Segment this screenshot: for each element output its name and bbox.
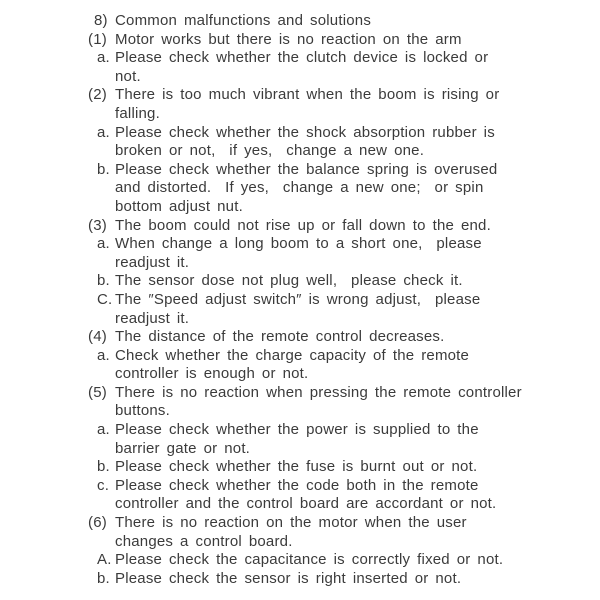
text-line: When change a long boom to a short one, please <box>115 235 482 253</box>
list-item <box>97 458 540 477</box>
item-marker: b. <box>97 569 110 587</box>
item-marker: a. <box>97 123 110 141</box>
item-marker: b. <box>97 272 110 290</box>
text-line: The boom could not rise up or fall down to the end. <box>115 216 491 234</box>
text-line: The ″Speed adjust switch″ is wrong adjust, please <box>115 290 481 308</box>
list-item <box>97 272 540 291</box>
item-marker: (3) <box>88 216 107 234</box>
text-line: falling. <box>115 104 160 122</box>
text-line: Please check whether the power is supplied to the <box>115 421 479 439</box>
text-line: Please check the capacitance is correctly fixed or not. <box>115 551 504 569</box>
heading-marker: 8) <box>94 12 108 29</box>
list-item <box>97 235 540 272</box>
text-line: bottom adjust nut. <box>115 197 243 215</box>
text-line: Please check the sensor is right inserted or not. <box>115 569 462 587</box>
text-line: controller is enough or not. <box>115 365 309 383</box>
text-line: Please check whether the fuse is burnt out or not. <box>115 458 478 476</box>
item-marker: b. <box>97 458 110 476</box>
text-line: There is no reaction on the motor when the user <box>115 514 467 532</box>
list-item <box>88 328 540 347</box>
list-item <box>97 476 540 514</box>
item-marker: a. <box>97 421 110 439</box>
list-item <box>88 514 540 551</box>
text-line: Motor works but there is no reaction on the arm <box>115 30 462 48</box>
text-line: changes a control board. <box>115 532 293 550</box>
item-marker: b. <box>97 160 110 178</box>
item-marker: a. <box>97 49 110 67</box>
section-heading <box>94 12 540 31</box>
list-item <box>88 216 540 236</box>
list-item <box>88 86 540 123</box>
list-item <box>97 49 540 86</box>
text-line: broken or not, if yes, change a new one. <box>115 142 425 160</box>
item-marker: a. <box>97 346 110 364</box>
list-item <box>88 383 540 421</box>
text-line: controller and the control board are accordant or not. <box>115 495 497 513</box>
item-marker: (5) <box>88 383 107 401</box>
item-marker: (4) <box>88 328 107 346</box>
item-marker: C. <box>97 290 113 308</box>
text-line: Please check whether the shock absorption rubber is <box>115 123 495 141</box>
item-marker: (6) <box>88 514 107 532</box>
list-item <box>97 551 540 570</box>
text-line: and distorted. If yes, change a new one; or spin <box>115 179 484 197</box>
list-item <box>88 30 540 50</box>
list-item <box>97 421 540 458</box>
text-line: There is too much vibrant when the boom is rising or <box>115 86 500 104</box>
list-item <box>97 123 540 161</box>
text-line: Check whether the charge capacity of the remote <box>115 346 470 364</box>
item-marker: a. <box>97 235 110 253</box>
text-line: readjust it. <box>115 309 190 327</box>
text-line: Please check whether the code both in the remote <box>115 476 479 494</box>
text-line: The distance of the remote control decreases. <box>115 328 445 346</box>
item-marker: A. <box>97 551 112 569</box>
text-line: buttons. <box>115 402 170 420</box>
list-item <box>97 290 540 328</box>
text-line: There is no reaction when pressing the remote controller <box>115 383 522 401</box>
list-item <box>97 160 540 217</box>
text-line: Please check whether the balance spring is overused <box>115 160 498 178</box>
list-item <box>97 346 540 384</box>
list-item <box>97 569 540 589</box>
item-marker: (2) <box>88 86 107 104</box>
item-marker: c. <box>97 476 110 494</box>
item-marker: (1) <box>88 30 107 48</box>
heading-text: Common malfunctions and solutions <box>115 12 372 29</box>
text-line: The sensor dose not plug well, please check it. <box>115 272 463 290</box>
text-line: readjust it. <box>115 253 190 271</box>
text-line: Please check whether the clutch device is locked or <box>115 49 489 67</box>
text-line: barrier gate or not. <box>115 439 251 457</box>
text-line: not. <box>115 67 141 85</box>
